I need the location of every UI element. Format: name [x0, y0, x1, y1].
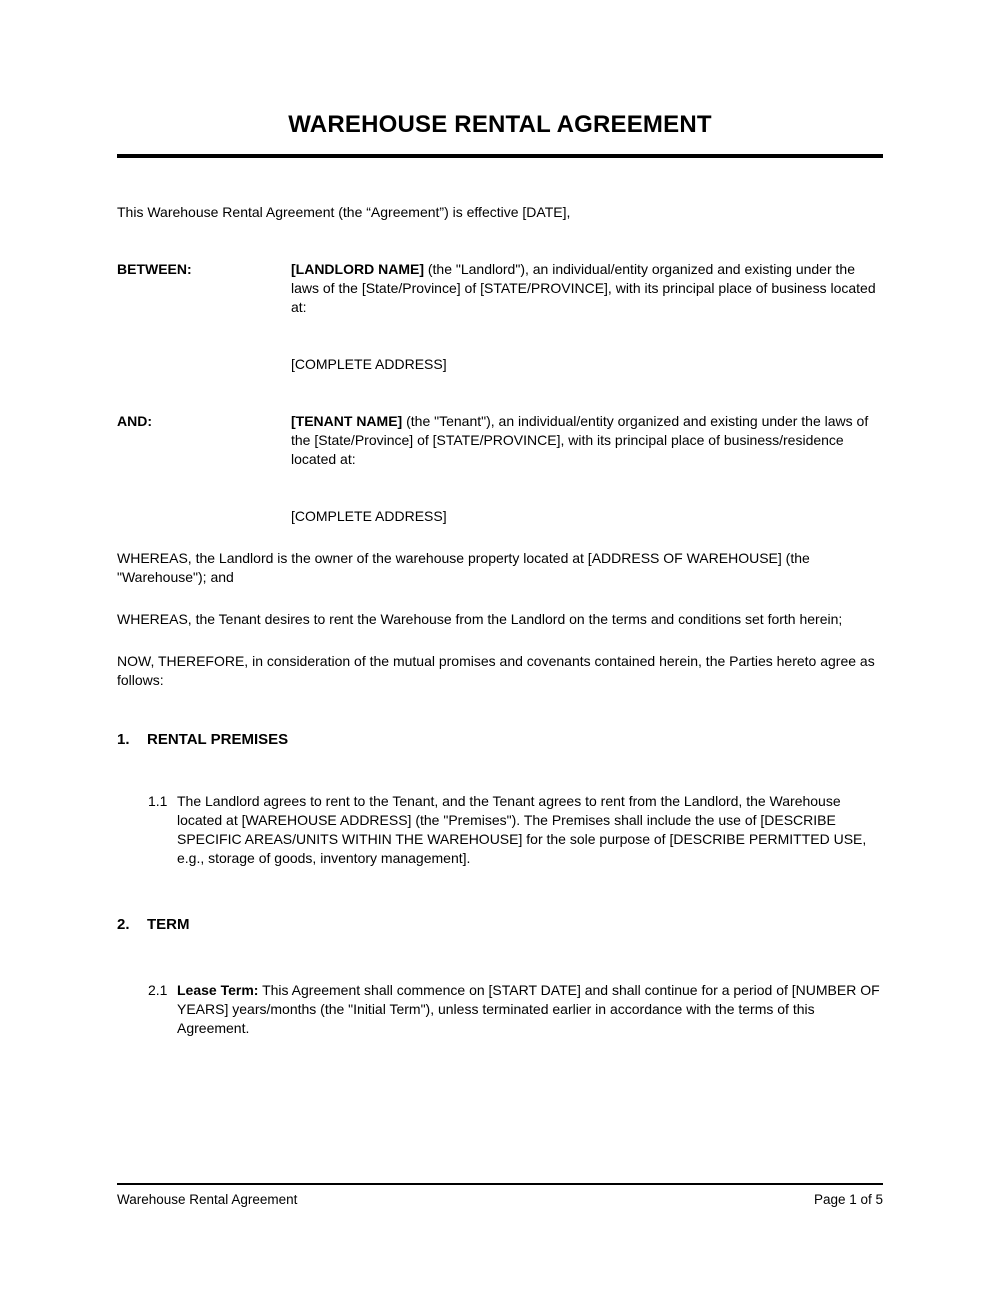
- party-label-between: BETWEEN:: [117, 261, 192, 277]
- section-heading-rental-premises: [117, 730, 883, 749]
- clause-number: 2.1: [148, 982, 168, 998]
- landlord-description-text: (the "Landlord"), an individual/entity organized and existing under the laws of the [State/Province] of [STATE/PROVINCE], with its principal place of business located at:: [291, 261, 876, 315]
- clause-text: [177, 981, 883, 1038]
- tenant-description-text: (the "Tenant"), an individual/entity organized and existing under the laws of the [State/Province] of [STATE/PROVINCE], with its principal place of business/residence located at:: [291, 413, 869, 467]
- party-label-and: AND:: [117, 413, 152, 429]
- clause-1-1: [148, 792, 883, 868]
- section-title: TERM: [147, 916, 190, 933]
- landlord-address-placeholder: [COMPLETE ADDRESS]: [291, 356, 447, 372]
- landlord-description: [291, 260, 883, 317]
- tenant-description: [291, 412, 883, 469]
- clause-body-text: The Landlord agrees to rent to the Tenant, and the Tenant agrees to rent from the Landlord, the Warehouse located at [WAREHOUSE ADDRESS] (the "Premises"). The Premises shall include the use of [DESCRIBE SPECIFIC AREAS/UNITS WITHIN THE WAREHOUSE] for the sole purpose of [DESCRIBE PERMITTED USE, e.g., storage of goods, inventory management].: [177, 793, 867, 866]
- party-body-tenant: [291, 412, 883, 526]
- section-heading-term: [117, 915, 883, 934]
- party-body-landlord: [291, 260, 883, 374]
- footer-row: [117, 1190, 883, 1209]
- tenant-address-placeholder: [COMPLETE ADDRESS]: [291, 508, 447, 524]
- page-title: WAREHOUSE RENTAL AGREEMENT: [288, 111, 712, 138]
- page-footer: [117, 1183, 883, 1209]
- footer-divider: [117, 1183, 883, 1185]
- intro-paragraph: This Warehouse Rental Agreement (the “Agreement”) is effective [DATE],: [117, 204, 571, 220]
- clause-number: 1.1: [148, 793, 168, 809]
- footer-page-number: Page 1 of 5: [813, 1192, 883, 1207]
- party-block-landlord: [117, 260, 883, 374]
- landlord-name-placeholder: [LANDLORD NAME]: [291, 261, 424, 277]
- section-title: RENTAL PREMISES: [147, 731, 289, 748]
- recital-now-therefore: NOW, THEREFORE, in consideration of the mutual promises and covenants contained herein, the Parties hereto agree as follows:: [117, 653, 875, 688]
- clause-text: [177, 792, 883, 868]
- clause-2-1: [148, 981, 883, 1038]
- recital-whereas-tenant: WHEREAS, the Tenant desires to rent the Warehouse from the Landlord on the terms and conditions set forth herein;: [117, 611, 843, 627]
- section-number: 2.: [117, 916, 130, 933]
- party-block-tenant: [117, 412, 883, 526]
- footer-document-name: Warehouse Rental Agreement: [117, 1192, 298, 1207]
- recital-whereas-landlord: WHEREAS, the Landlord is the owner of the warehouse property located at [ADDRESS OF WAREHOUSE] (the "Warehouse"); and: [117, 550, 810, 585]
- clause-body-text: This Agreement shall commence on [START DATE] and shall continue for a period of [NUMBER OF YEARS] years/months (the "Initial Term"), unless terminated earlier in accordance with the terms of this Agreement.: [177, 982, 880, 1036]
- tenant-name-placeholder: [TENANT NAME]: [291, 413, 403, 429]
- clause-bold-lead: Lease Term:: [177, 982, 259, 998]
- title-divider: [117, 154, 883, 158]
- section-number: 1.: [117, 731, 130, 748]
- document-content: [0, 110, 1000, 1038]
